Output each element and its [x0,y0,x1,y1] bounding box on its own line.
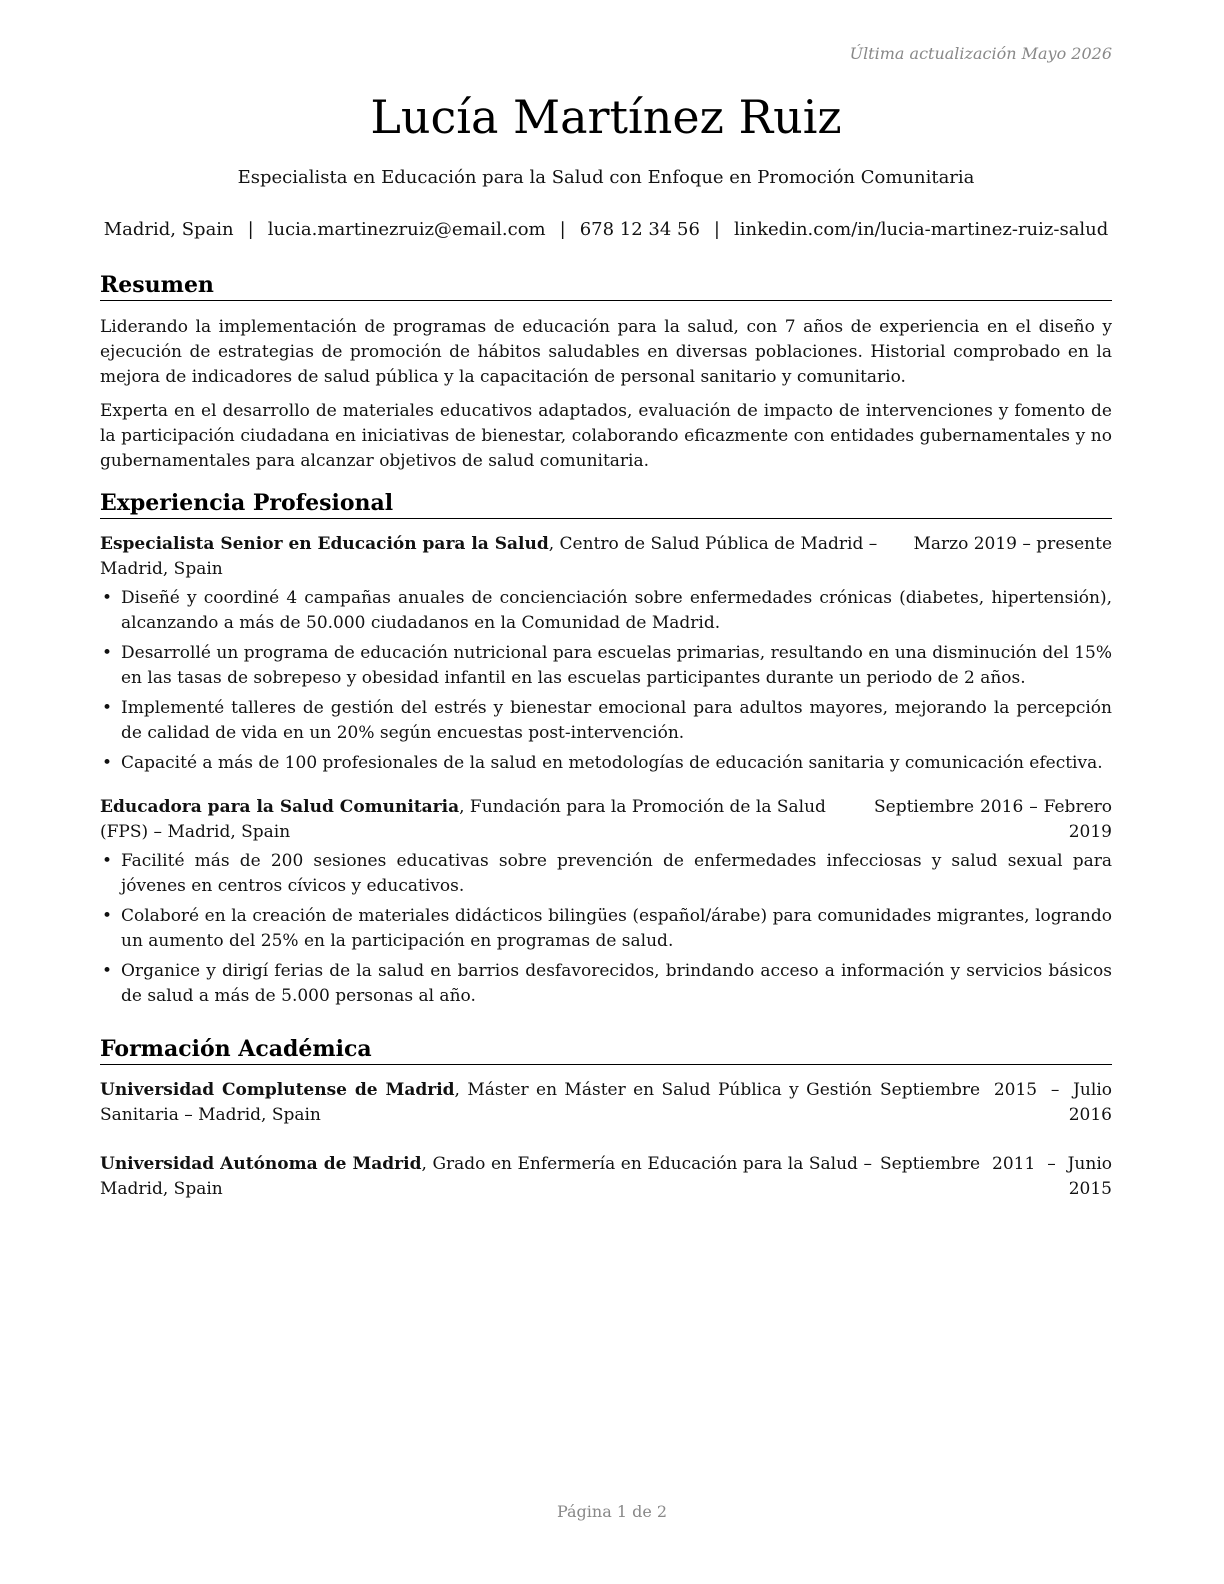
contact-line [80,219,1132,240]
contact-email[interactable]: lucia.martinezruiz@email.com [267,219,546,240]
summary-paragraph: Experta en el desarrollo de materiales educativos adaptados, evaluación de impacto de intervenciones y fomento de la participación ciudadana en iniciativas de bienestar, colaborando eficazmente con entidades gubernamentales y no gubernamentales para alcanzar objetivos de salud comunitaria. [100,401,1112,471]
list-item: • Desarrollé un programa de educación nutricional para escuelas primarias, resultando en una disminución del 15% en las tasas de sobrepeso y obesidad infantil en las escuelas participantes durante un periodo de 2 años. [102,643,1112,688]
education-entry-header [100,1152,1112,1202]
list-item: • Diseñé y coordiné 4 campañas anuales de concienciación sobre enfermedades crónicas (diabetes, hipertensión), alcanzando a más de 50.000 ciudadanos en la Comunidad de Madrid. [102,588,1112,633]
page-number: Página 1 de 2 [556,1502,668,1521]
contact-location: Madrid, Spain [103,219,234,240]
list-item: • Capacité a más de 100 profesionales de la salud en metodologías de educación sanitaria y comunicación efectiva. [100,751,1112,776]
bullet-icon: • [102,698,113,718]
education-entry-title [100,1152,872,1202]
education-degree: , Grado en Enfermería en Educación para la Salud – Madrid, Spain [100,1154,872,1199]
experience-org: , Fundación para la Promoción de la Salud (FPS) – Madrid, Spain [100,797,826,842]
summary-paragraph: Liderando la implementación de programas de educación para la salud, con 7 años de experiencia en el diseño y ejecución de estrategias de promoción de hábitos saludables en diversas poblaciones. Historial comprobado en la mejora de indicadores de salud pública y la capacitación de personal sanitario y comunitario. [100,317,1112,387]
section-title-summary: Resumen [100,271,1112,301]
experience-entry [100,532,1112,776]
education-entry [100,1078,1112,1128]
section-title-education: Formación Académica [100,1035,1112,1065]
education-entry-header [100,1078,1112,1128]
last-updated: Última actualización Mayo 2026 [849,44,1112,63]
experience-entry-title [100,532,890,582]
education-section [100,1035,1112,1202]
contact-phone[interactable]: 678 12 34 56 [579,219,700,240]
education-dates: Septiembre 2015 – Julio 2016 [880,1080,1112,1125]
experience-entry-header [100,532,1112,582]
education-entry [100,1152,1112,1202]
education-dates: Septiembre 2011 – Junio 2015 [880,1154,1112,1199]
list-item: • Organice y dirigí ferias de la salud en barrios desfavorecidos, brindando acceso a información y servicios básicos de salud a más de 5.000 personas al año. [102,961,1112,1006]
contact-separator: | [559,219,566,240]
bullet-icon: • [102,906,113,926]
summary-section [100,271,1112,474]
candidate-headline: Especialista en Educación para la Salud con Enfoque en Promoción Comunitaria [237,167,975,188]
education-degree: , Máster en Máster en Salud Pública y Gestión Sanitaria – Madrid, Spain [100,1080,872,1125]
bullet-icon: • [102,851,113,871]
contact-separator: | [247,219,254,240]
bullet-icon: • [102,588,113,608]
experience-org: , Centro de Salud Pública de Madrid – Madrid, Spain [100,534,878,579]
bullet-icon: • [102,643,113,663]
experience-entry-title [100,795,866,845]
experience-dates: Marzo 2019 – presente [913,534,1112,554]
education-school: Universidad Complutense de Madrid [100,1080,455,1100]
experience-bullets [100,586,1112,776]
section-title-experience: Experiencia Profesional [100,489,1112,519]
list-item: • Implementé talleres de gestión del estrés y bienestar emocional para adultos mayores, mejorando la percepción de calidad de vida en un 20% según encuestas post-intervención. [102,698,1112,743]
experience-dates: Septiembre 2016 – Febrero 2019 [874,797,1112,842]
bullet-icon: • [102,753,113,773]
candidate-name: Lucía Martínez Ruiz [370,90,842,144]
experience-entry-header [100,795,1112,845]
education-school: Universidad Autónoma de Madrid [100,1154,422,1174]
contact-separator: | [713,219,720,240]
list-item: • Facilité más de 200 sesiones educativas sobre prevención de enfermedades infecciosas y salud sexual para jóvenes en centros cívicos y educativos. [102,851,1112,896]
experience-role: Educadora para la Salud Comunitaria [100,797,460,817]
experience-entry [100,795,1112,1009]
experience-role: Especialista Senior en Educación para la Salud [100,534,549,554]
experience-bullets [100,849,1112,1009]
list-item: • Colaboré en la creación de materiales didácticos bilingües (español/árabe) para comunidades migrantes, logrando un aumento del 25% en la participación en programas de salud. [102,906,1112,951]
bullet-icon: • [102,961,113,981]
experience-section [100,489,1112,1014]
education-entry-title [100,1078,872,1128]
contact-linkedin[interactable]: linkedin.com/in/lucia-martinez-ruiz-salud [734,219,1109,240]
